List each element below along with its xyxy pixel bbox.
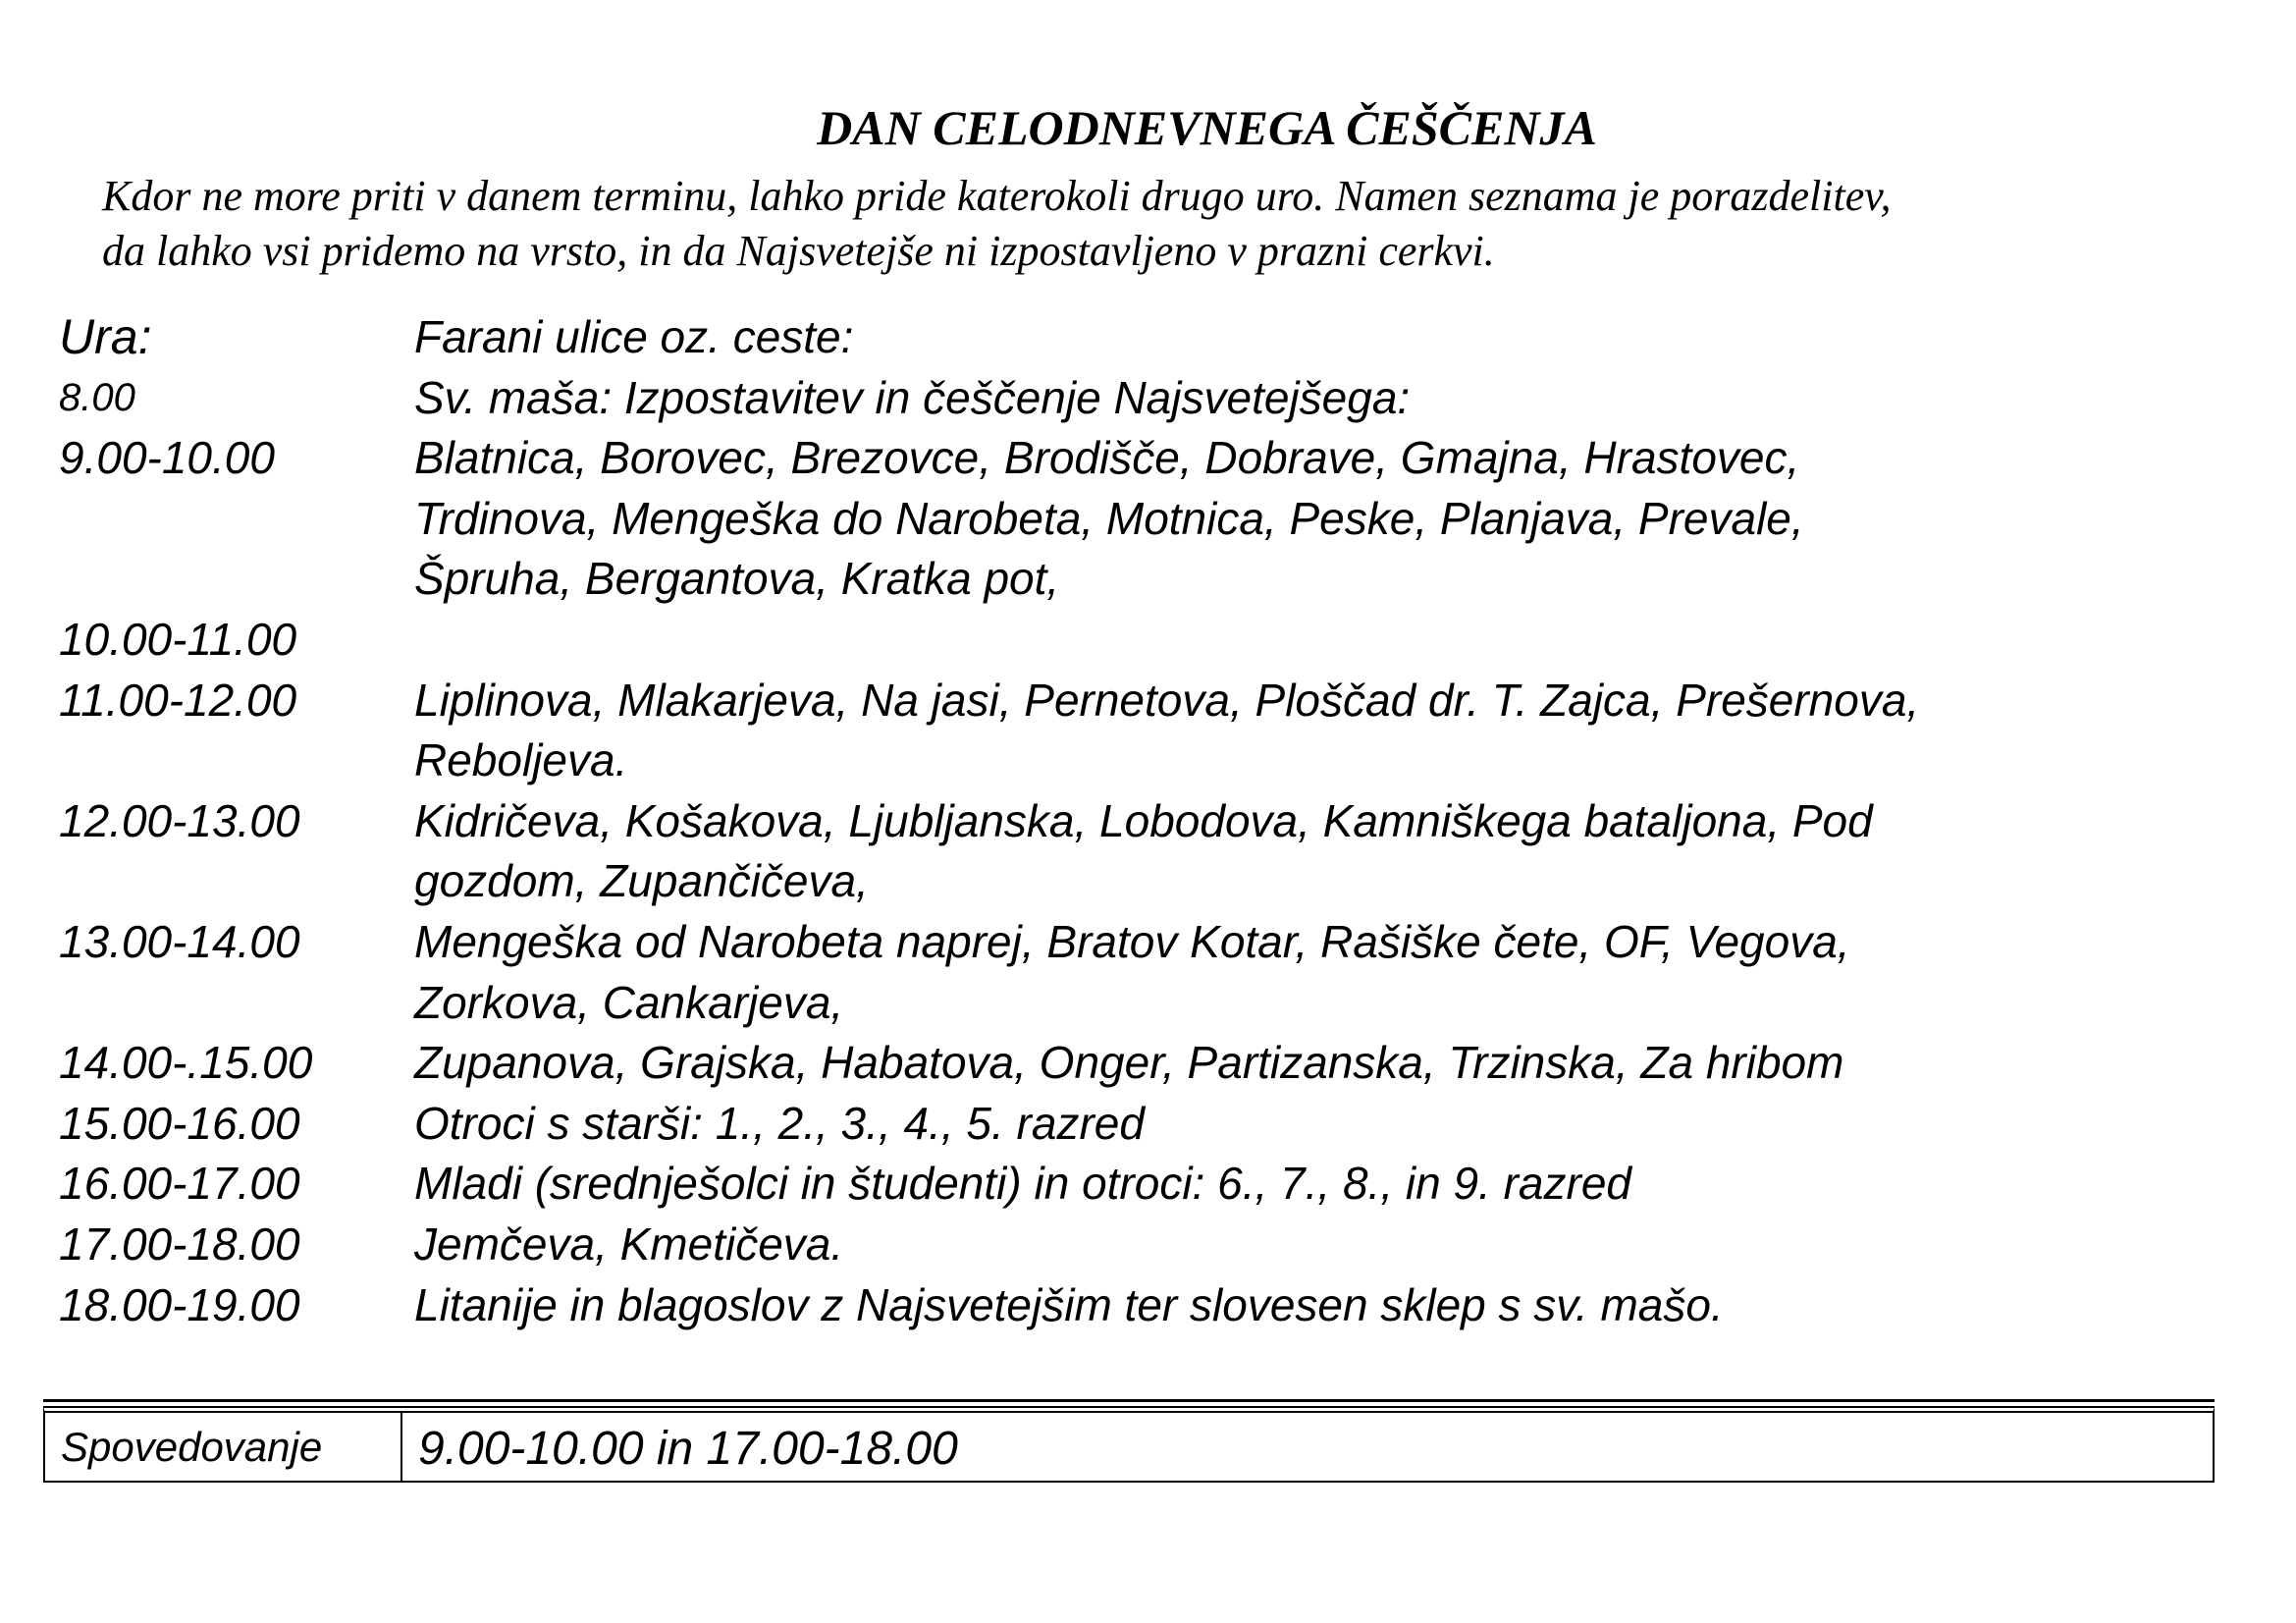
schedule-row [59, 1215, 1919, 1275]
row-description [414, 1275, 1724, 1336]
row-description [414, 912, 1850, 1033]
page-title: DAN CELODNEVNEGA ČEŠČENJA [817, 100, 1597, 155]
row-line: Reboljeva. [414, 734, 628, 786]
intro-text [102, 169, 2213, 279]
row-description [414, 610, 427, 671]
confession-label: Spovedovanje [61, 1424, 323, 1470]
row-line: Litanije in blagoslov z Najsvetejšim ter slovesen sklep s sv. mašo. [414, 1278, 1724, 1330]
schedule-row [59, 1033, 1919, 1094]
row-line: Zupanova, Grajska, Habatova, Onger, Partizanska, Trzinska, Za hribom [414, 1037, 1844, 1089]
row-description [414, 1094, 1145, 1155]
schedule-row [59, 1275, 1919, 1336]
schedule-row [59, 671, 1919, 791]
confession-times: 9.00-10.00 in 17.00-18.00 [418, 1423, 958, 1475]
intro-line: Kdor ne more priti v danem terminu, lahko pride katerokoli drugo uro. Namen seznama je porazdelitev, [102, 172, 1892, 220]
row-line: Trdinova, Mengeška do Narobeta, Motnica, Peske, Planjava, Prevale, [414, 492, 1804, 544]
row-line: Blatnica, Borovec, Brezovce, Brodišče, Dobrave, Gmajna, Hrastovec, [414, 432, 1800, 484]
row-line: Sv. maša: Izpostavitev in češčenje Najsvetejšega: [414, 371, 1411, 423]
intro-line: da lahko vsi pridemo na vrsto, in da Najsvetejše ni izpostavljeno v prazni cerkvi. [102, 227, 1495, 275]
row-time: 10.00-11.00 [59, 613, 297, 665]
table-divider [400, 1413, 402, 1481]
row-line: Otroci s starši: 1., 2., 3., 4., 5. razred [414, 1097, 1145, 1149]
schedule-row [59, 368, 1919, 429]
schedule-row [59, 1094, 1919, 1155]
schedule-row [59, 912, 1919, 1033]
row-description [414, 1154, 1631, 1215]
row-time: 11.00-12.00 [59, 674, 297, 726]
row-description [414, 1215, 843, 1275]
row-time: 14.00-.15.00 [59, 1037, 313, 1089]
row-time: 17.00-18.00 [59, 1217, 300, 1270]
schedule-row [59, 428, 1919, 610]
confession-table [43, 1406, 2215, 1483]
row-time: 13.00-14.00 [59, 915, 300, 967]
row-description [414, 671, 1919, 791]
row-description [414, 428, 1804, 610]
row-line: Zorkova, Cankarjeva, [414, 976, 844, 1028]
row-line: Mengeška od Narobeta naprej, Bratov Kotar, Rašiške čete, OF, Vegova, [414, 915, 1850, 967]
row-description [414, 1033, 1843, 1094]
row-line: Špruha, Bergantova, Kratka pot, [414, 553, 1060, 605]
row-time: 18.00-19.00 [59, 1278, 300, 1330]
time-column-header: Ura: [59, 309, 152, 364]
row-time: 12.00-13.00 [59, 794, 300, 846]
row-line: Mladi (srednješolci in študenti) in otroci: 6., 7., 8., in 9. razred [414, 1158, 1632, 1210]
row-line [414, 610, 427, 671]
row-time: 8.00 [59, 375, 135, 419]
row-line: Jemčeva, Kmetičeva. [414, 1217, 844, 1270]
streets-column-header: Farani ulice oz. ceste: [414, 311, 854, 362]
row-time: 16.00-17.00 [59, 1158, 300, 1210]
row-time: 15.00-16.00 [59, 1097, 300, 1149]
schedule-header [59, 307, 1919, 368]
schedule-row [59, 1154, 1919, 1215]
row-line: Liplinova, Mlakarjeva, Na jasi, Pernetova, Ploščad dr. T. Zajca, Prešernova, [414, 674, 1920, 726]
row-time: 9.00-10.00 [59, 432, 275, 484]
row-description [414, 368, 1410, 429]
row-line: gozdom, Zupančičeva, [414, 855, 869, 907]
schedule-row [59, 610, 1919, 671]
table-top-rule [43, 1399, 2215, 1402]
schedule-row [59, 791, 1919, 912]
schedule-table [59, 307, 1919, 1335]
row-line: Kidričeva, Košakova, Ljubljanska, Lobodova, Kamniškega bataljona, Pod [414, 794, 1873, 846]
row-description [414, 791, 1873, 912]
